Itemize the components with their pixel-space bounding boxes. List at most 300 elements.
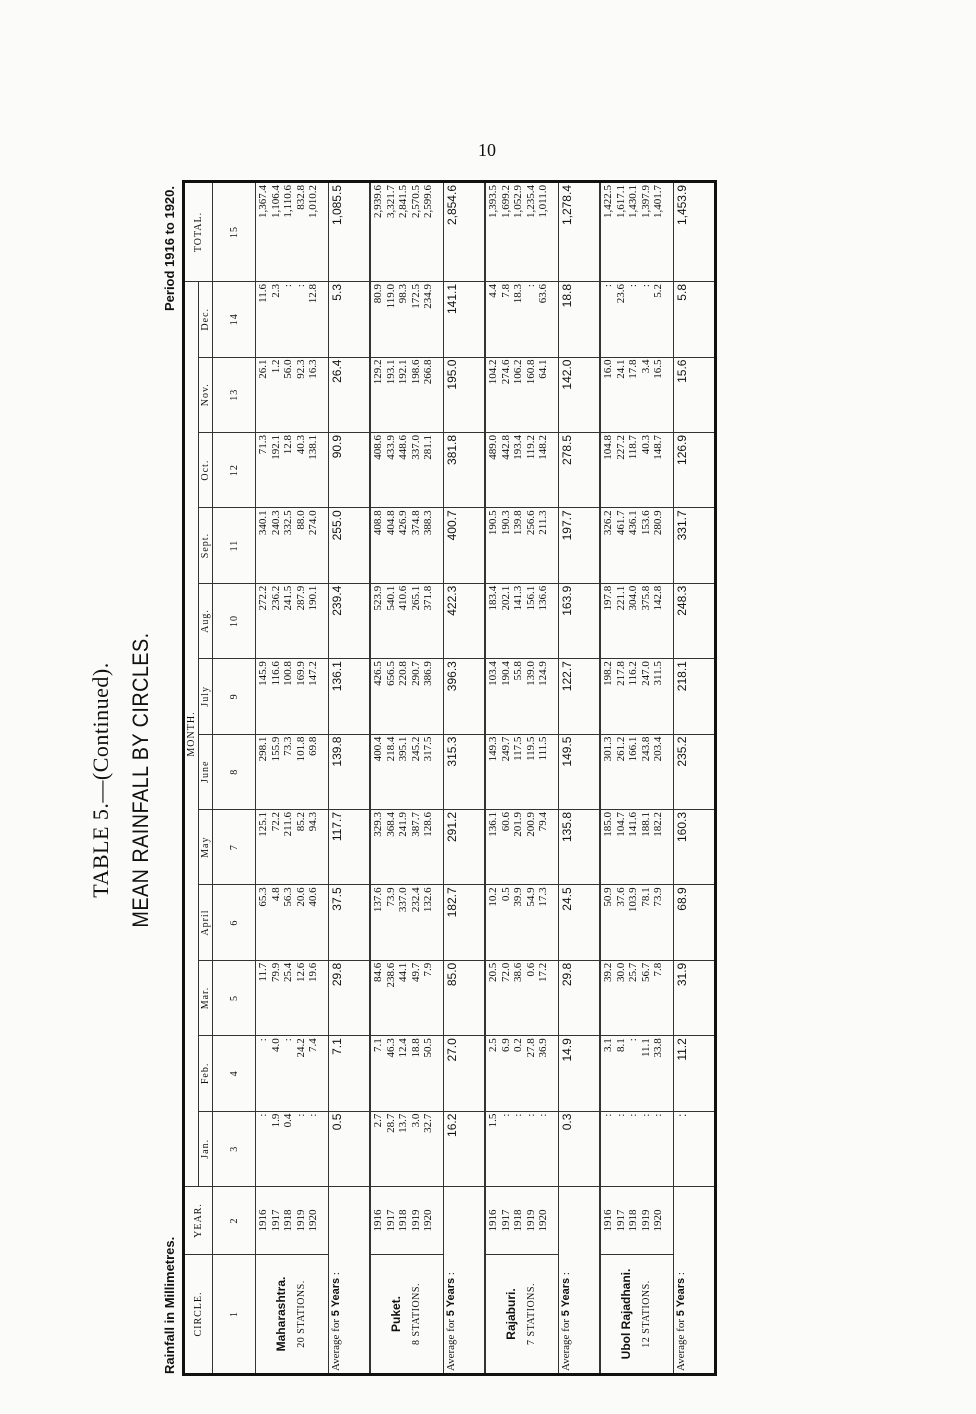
station-count: 7 STATIONS. [526,1283,537,1345]
circle-cell [256,1255,329,1375]
value-cell [600,659,674,734]
year-value: 1919 [294,1209,307,1232]
year-value: 1919 [409,1209,422,1232]
rainfall-value: 46.3 [384,1038,397,1058]
rainfall-value: 190.4 [499,661,512,686]
rainfall-value: 190.1 [307,585,320,611]
rainfall-value: : [282,284,295,288]
column-number-cell: 7 [213,809,256,884]
rainfall-value: 523.9 [372,585,384,611]
rainfall-value: 0.2 [512,1038,525,1052]
average-years: 5 Years [560,1277,572,1317]
rainfall-value: 337.0 [409,434,422,460]
rainfall-value: 40.6 [307,887,320,907]
rainfall-value: 4.4 [487,284,499,298]
rainfall-value: 18.3 [512,284,525,304]
rainfall-value: 311.5 [652,661,665,686]
rainfall-value: 426.5 [372,661,384,686]
rainfall-value: 247.0 [639,661,652,686]
rainfall-value: 374.8 [409,510,422,536]
station-count: 12 STATIONS. [641,1280,652,1348]
rainfall-value: 461.7 [614,510,627,536]
average-value: 11.2 [674,1036,716,1111]
rainfall-value: 201.9 [512,811,525,837]
rainfall-value: : [537,1113,550,1117]
value-cell [600,734,674,809]
year-list-cell [256,1187,329,1255]
rainfall-value: 65.3 [257,887,269,907]
rainfall-value: 166.1 [627,736,640,762]
rainfall-value: : [282,1038,295,1042]
rainfall-value: 3.0 [409,1113,422,1128]
rainfall-value: 139.0 [524,661,537,686]
rainfall-value: 368.4 [384,811,397,837]
rainfall-value: 55.8 [512,661,525,681]
year-list-cell [370,1187,444,1255]
column-number-cell: 2 [213,1187,256,1255]
year-value: 1918 [397,1209,410,1232]
rainfall-value: 147.2 [307,661,320,686]
value-cell [485,583,559,658]
rainfall-value: 387.7 [409,811,422,837]
column-number-cell: 6 [213,885,256,960]
average-row [444,182,486,1375]
rainfall-value: 16.3 [307,359,320,379]
rainfall-value: 116.2 [627,661,640,686]
value-cell [370,885,444,960]
average-value: 1,453.9 [674,182,716,282]
rainfall-value: 30.0 [614,962,627,983]
year-value: 1920 [422,1209,435,1232]
value-cell [256,1111,329,1186]
average-value: 278.5 [559,432,601,507]
average-years: 5 Years [675,1277,687,1317]
rainfall-value: 0.4 [282,1113,295,1128]
rainfall-value: 1,010.2 [307,185,320,218]
value-cell [370,734,444,809]
rainfall-value: 69.8 [307,736,320,756]
average-label-cell [444,1187,486,1375]
rainfall-value: 540.1 [384,585,397,611]
column-number-cell: 13 [213,357,256,432]
month-header-cell: Dec. [199,282,213,358]
year-value: 1920 [307,1209,320,1232]
rainfall-value: 98.3 [397,284,410,304]
average-value: 195.0 [444,357,486,432]
average-row [559,182,601,1375]
rainfall-value: 245.2 [409,736,422,762]
circle-year-row [256,182,329,1375]
average-value: 400.7 [444,508,486,583]
rainfall-value: 27.8 [524,1038,537,1058]
value-cell [600,508,674,583]
year-value: 1917 [269,1209,282,1232]
month-header-cell: Nov. [199,357,213,432]
rainfall-value: 64.1 [537,359,550,379]
value-cell [600,357,674,432]
average-label-cell [559,1187,601,1375]
value-cell [485,1111,559,1186]
value-cell [600,885,674,960]
rainfall-value: 198.2 [602,661,614,686]
rainfall-value: 78.1 [639,887,652,907]
average-value: 24.5 [559,885,601,960]
rainfall-value: 7.8 [499,284,512,298]
average-dots: : [675,1272,687,1276]
rainfall-value: 236.2 [269,585,282,611]
rainfall-value: 200.9 [524,811,537,837]
rainfall-value: 261.2 [614,736,627,762]
year-value: 1916 [257,1209,269,1232]
rainfall-value: 39.9 [512,887,525,907]
rainfall-value: 101.8 [294,736,307,762]
year-list-cell [485,1187,559,1255]
value-cell [370,809,444,884]
value-cell [600,809,674,884]
year-value: 1916 [602,1209,614,1232]
rainfall-value: 137.6 [372,887,384,913]
rainfall-value: 88.0 [294,510,307,530]
rainfall-value: 4.8 [269,887,282,902]
value-cell [485,182,559,282]
rainfall-value: 211.6 [282,811,295,837]
value-cell [256,508,329,583]
rainfall-value: 388.3 [422,510,435,536]
circle-cell [485,1255,559,1375]
average-value: 37.5 [329,885,371,960]
rainfall-value: 128.6 [422,811,435,837]
rainfall-value: 142.8 [652,585,665,611]
rainfall-value: 274.6 [499,359,512,385]
table-title: TABLE 5.—(Continued). [88,662,113,898]
rainfall-value: 329.3 [372,811,384,837]
rainfall-value: : [294,284,307,288]
average-label: Average for [330,1318,342,1371]
rainfall-value: 287.9 [294,585,307,611]
rainfall-value: 119.0 [384,284,397,309]
rainfall-value: 17.3 [537,887,550,907]
average-value: 68.9 [674,885,716,960]
column-number-cell: 1 [213,1255,256,1375]
rainfall-value: 160.8 [524,359,537,385]
rainfall-value: 17.2 [537,962,550,983]
value-cell [485,885,559,960]
rainfall-value: 7.8 [652,962,665,977]
rainfall-value: 138.1 [307,434,320,460]
average-value: 126.9 [674,432,716,507]
rainfall-value: 148.2 [537,434,550,460]
rainfall-value: 1,110.6 [282,185,295,218]
rainfall-value: 13.7 [397,1113,410,1133]
rainfall-value: 40.3 [294,434,307,455]
circle-name: Maharashtra. [274,1276,289,1352]
value-cell [600,432,674,507]
month-header-cell: Sept. [199,508,213,583]
rainfall-value: 1,699.2 [499,185,512,218]
rainfall-value: : [639,284,652,288]
average-value: 117.7 [329,809,371,884]
rainfall-value: 656.5 [384,661,397,686]
rainfall-value: 20.5 [487,962,499,983]
rainfall-value: 2.5 [487,1038,499,1052]
column-number-row [213,182,256,1375]
average-value: 149.5 [559,734,601,809]
average-years: 5 Years [330,1277,342,1317]
average-value: 235.2 [674,734,716,809]
average-value: 90.9 [329,432,371,507]
average-value: 31.9 [674,960,716,1035]
value-cell [256,583,329,658]
value-cell [485,282,559,358]
value-cell [485,659,559,734]
rainfall-value: 169.9 [294,661,307,686]
rainfall-value: 193.1 [384,359,397,385]
rainfall-value: 54.9 [524,887,537,907]
month-header-cell: July [199,659,213,734]
average-value: 5.3 [329,282,371,358]
rainfall-value: 400.4 [372,736,384,762]
rainfall-value: 60.6 [499,811,512,832]
rainfall-value: 12.8 [282,434,295,455]
rainfall-value: 32.7 [422,1113,435,1133]
rainfall-value: 1,430.1 [627,185,640,218]
rainfall-value: 197.8 [602,585,614,611]
average-label: Average for [445,1318,457,1371]
rainfall-value: 119.5 [524,736,537,761]
average-value: 14.9 [559,1036,601,1111]
rainfall-value: 7.9 [422,962,435,977]
rainfall-value: 12.6 [294,962,307,983]
column-number-cell: 11 [213,508,256,583]
average-value: 29.8 [559,960,601,1035]
rainfall-value: 56.7 [639,962,652,983]
column-number-cell: 12 [213,432,256,507]
value-cell [256,960,329,1035]
average-value: 139.8 [329,734,371,809]
rainfall-value: 272.2 [257,585,269,611]
rainfall-value: 18.8 [409,1038,422,1058]
rainfall-value: : [639,1113,652,1117]
rainfall-value: 2.3 [269,284,282,298]
value-cell [256,734,329,809]
average-value: 29.8 [329,960,371,1035]
header-total: TOTAL. [184,182,213,282]
rainfall-value: 198.6 [409,359,422,385]
table-header [184,182,256,1375]
rainfall-value: 340.1 [257,510,269,536]
rainfall-value: 139.8 [512,510,525,536]
value-cell [370,1036,444,1111]
value-cell [256,659,329,734]
header-year: YEAR. [184,1187,213,1255]
rainfall-value: 50.5 [422,1038,435,1058]
rainfall-value: : [294,1113,307,1117]
rainfall-value: 73.9 [384,887,397,907]
average-value: 1,085.5 [329,182,371,282]
average-value: 142.0 [559,357,601,432]
rainfall-value: 19.6 [307,962,320,983]
header-circle: CIRCLE. [184,1255,213,1375]
rainfall-value: 280.9 [652,510,665,536]
rainfall-value: : [652,1113,665,1117]
rainfall-value: 79.9 [269,962,282,983]
value-cell [256,182,329,282]
rainfall-value: 281.1 [422,434,435,460]
average-value: 255.0 [329,508,371,583]
value-cell [485,1036,559,1111]
rainfall-value: : [257,1038,269,1042]
rainfall-value: 5.2 [652,284,665,298]
rainfall-value: 106.2 [512,359,525,385]
rainfall-value: 1,367.4 [257,185,269,218]
rainfall-value: 17.8 [627,359,640,379]
rainfall-value: 232.4 [409,887,422,913]
rainfall-value: 1,422.5 [602,185,614,218]
rainfall-value: 386.9 [422,661,435,686]
rainfall-value: 119.2 [524,434,537,460]
average-value: 136.1 [329,659,371,734]
rainfall-value: 124.9 [537,661,550,686]
rainfall-value: 2,570.5 [409,185,422,218]
rainfall-value: 1,011.0 [537,185,550,218]
rainfall-value: 12.4 [397,1038,410,1058]
rainfall-value: 241.5 [282,585,295,611]
rainfall-value: 192.1 [269,434,282,460]
rainfall-value: 1,393.5 [487,185,499,218]
rainfall-value: 72.2 [269,811,282,832]
average-value: 239.4 [329,583,371,658]
rainfall-value: 100.8 [282,661,295,686]
rainfall-value: 265.1 [409,585,422,611]
average-dots: : [330,1272,342,1276]
rainfall-value: 11.6 [257,284,269,303]
rainfall-value: 117.5 [512,736,525,761]
column-number-cell: 10 [213,583,256,658]
average-value: 248.3 [674,583,716,658]
value-cell [485,960,559,1035]
average-value: 182.7 [444,885,486,960]
average-value: 7.1 [329,1036,371,1111]
rainfall-value: 395.1 [397,736,410,762]
rainfall-value: 104.8 [602,434,614,460]
average-label-cell [674,1187,716,1375]
value-cell [370,182,444,282]
rainfall-value: 28.7 [384,1113,397,1133]
average-value: 163.9 [559,583,601,658]
rainfall-value: 16.0 [602,359,614,379]
table-body [256,182,716,1375]
rainfall-value: 436.1 [627,510,640,536]
rainfall-value: 1.2 [269,359,282,374]
units-note: Rainfall in Millimetres. [162,1236,177,1374]
rainfall-value: 1,617.1 [614,185,627,218]
month-header-cell: Aug. [199,583,213,658]
rainfall-value: 71.3 [257,434,269,455]
rainfall-value: 240.3 [269,510,282,536]
value-cell [256,357,329,432]
rainfall-value: 0.5 [499,887,512,902]
rainfall-value: 326.2 [602,510,614,536]
rainfall-value: 104.2 [487,359,499,385]
value-cell [600,583,674,658]
rainfall-value: 183.4 [487,585,499,611]
average-label: Average for [560,1318,572,1371]
value-cell [370,432,444,507]
rainfall-value: 1,401.7 [652,185,665,218]
rainfall-value: 149.3 [487,736,499,762]
rainfall-value: 37.6 [614,887,627,907]
rainfall-value: : [602,1113,614,1117]
rainfall-value: 332.5 [282,510,295,536]
average-row [674,182,716,1375]
rainfall-value: 56.0 [282,359,295,379]
year-value: 1916 [487,1209,499,1232]
rainfall-value: 190.3 [499,510,512,536]
rainfall-value: 145.9 [257,661,269,686]
rainfall-value: 94.3 [307,811,320,832]
rainfall-value: 249.7 [499,736,512,762]
average-value: 2,854.6 [444,182,486,282]
average-value: 26.4 [329,357,371,432]
average-label: Average for [675,1318,687,1371]
year-value: 1918 [627,1209,640,1232]
rainfall-value: : [627,284,640,288]
rainfall-value: 2,599.6 [422,185,435,218]
year-value: 1917 [384,1209,397,1232]
circle-cell [370,1255,444,1375]
value-cell [600,1036,674,1111]
rainfall-value: : [627,1038,640,1042]
rainfall-value: 8.1 [614,1038,627,1052]
rainfall-value: 92.3 [294,359,307,379]
rainfall-value: 103.9 [627,887,640,913]
rainfall-value: 73.3 [282,736,295,756]
average-label-cell [329,1187,371,1375]
rainfall-value: 39.2 [602,962,614,983]
rainfall-value: 489.0 [487,434,499,460]
rainfall-value: 2.7 [372,1113,384,1128]
rainfall-table [182,180,717,1376]
rainfall-value: 301.3 [602,736,614,762]
rainfall-value: : [307,1113,320,1117]
rainfall-value: 56.3 [282,887,295,907]
rainfall-value: 25.4 [282,962,295,983]
rotated-table-page [80,170,880,1390]
rainfall-value: 220.8 [397,661,410,686]
rainfall-value: 141.6 [627,811,640,837]
column-number-cell: 8 [213,734,256,809]
rainfall-value: : [524,1113,537,1117]
year-value: 1918 [282,1209,295,1232]
average-value: 422.3 [444,583,486,658]
rainfall-value: 234.9 [422,284,435,309]
value-cell [370,282,444,358]
rainfall-value: 202.1 [499,585,512,611]
rainfall-value: 290.7 [409,661,422,686]
rainfall-value: 26.1 [257,359,269,379]
rainfall-value: 116.6 [269,661,282,686]
rainfall-value: 190.5 [487,510,499,536]
rainfall-value: 2,939.6 [372,185,384,218]
rainfall-value: 7.4 [307,1038,320,1052]
rainfall-value: 274.0 [307,510,320,536]
value-cell [600,182,674,282]
value-cell [485,809,559,884]
rainfall-value: 1,235.4 [524,185,537,218]
value-cell [600,1111,674,1186]
rainfall-value: 40.3 [639,434,652,455]
rainfall-value: 404.8 [384,510,397,536]
